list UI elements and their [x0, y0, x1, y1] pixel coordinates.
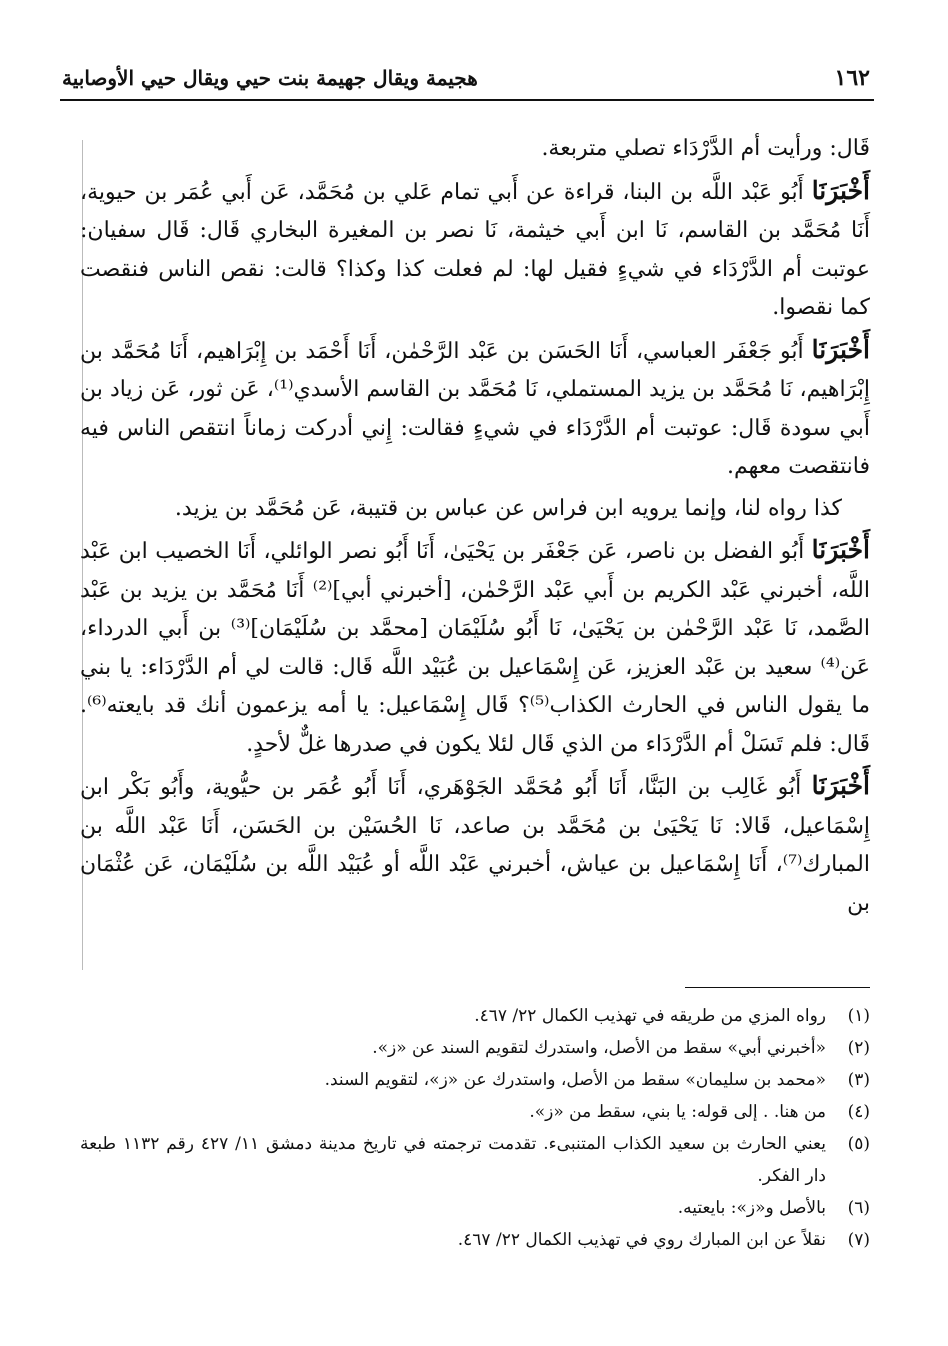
paragraph	[80, 767, 870, 923]
footnote-text: بالأصل و«ز»: بايعتيه.	[677, 1198, 826, 1218]
page-header	[62, 58, 870, 98]
footnote-text: نقلاً عن ابن المبارك روي في تهذيب الكمال ٢٢/ ٤٦٧.	[457, 1230, 826, 1250]
footnote-text: «أخبرني أبي» سقط من الأصل، واستدرك لتقويم السند عن «ز».	[372, 1038, 826, 1058]
footnote-rule	[685, 987, 870, 988]
footnote	[80, 1064, 870, 1096]
paragraph	[80, 172, 870, 328]
paragraph-text: قَال: ورأيت أم الدَّرْدَاء تصلي متربعة.	[541, 136, 870, 161]
footnote-text: يعني الحارث بن سعيد الكذاب المتنبىء. تقدمت ترجمته في تاريخ مدينة دمشق ١١/ ٤٢٧ رقم ١١٣٢ طبعة دار الفكر.	[80, 1134, 826, 1186]
footnotes	[80, 1000, 870, 1256]
page-number: ١٦٢	[834, 65, 870, 91]
paragraph	[80, 490, 870, 529]
paragraph-text: أَبُو الفضل بن ناصر، عَن جَعْفَر بن يَحْيَىٰ، أَنَا أَبُو نصر الوائلي، أَنَا الخصيب ابن عَبْد اللَّه، أخبرني عَبْد الكريم بن أَبي عَبْد الرَّحْمٰن، [أخبرني أبي]⁽²⁾ أَنَا مُحَمَّد بن يزيد بن عَبْد الصَّمد، نَا عَبْد الرَّحْمٰن بن يَحْيَىٰ، نَا أَبُو سُلَيْمَان [محمَّد بن سُلَيْمَان]⁽³⁾ بن أَبي الدرداء، عَن⁽⁴⁾ سعيد بن عَبْد العزيز، عَن إِسْمَاعيل بن عُبَيْد اللَّه قَال: قالت لي أم الدَّرْدَاء: يا بني ما يقول الناس في الحارث الكذاب⁽⁵⁾؟ قَال إِسْمَاعيل: يا أمه يزعمون أنك قد بايعته⁽⁶⁾. قَال: فلم تَسَلْ أم الدَّرْدَاء من الذي قَال لئلا يكون في صدرها غلٌّ لأحدٍ.	[80, 539, 871, 757]
footnote-text: «محمد بن سليمان» سقط من الأصل، واستدرك عن «ز»، لتقويم السند.	[324, 1070, 826, 1090]
footnote-number: (٤)	[847, 1102, 870, 1122]
paragraph-lead-word: أَخْبَرَنَا	[811, 334, 870, 364]
footnote	[80, 1224, 870, 1256]
paragraph-text: كذا رواه لنا، وإنما يرويه ابن فراس عن عباس بن قتيبة، عَن مُحَمَّد بن يزيد.	[174, 495, 842, 521]
header-rule	[60, 99, 874, 101]
paragraph-text: أَبُو عَبْد اللَّه بن البنا، قراءة عن أَبي تمام عَلي بن مُحَمَّد، عَن أَبي عُمَر بن حيوية، أَنَا مُحَمَّد بن القاسم، نَا ابن أَبي خيثمة، نَا نصر بن المغيرة البخاري قَال: قَال سفيان: عوتبت أم الدَّرْدَاء في شيءٍ فقيل لها: لم فعلت كذا وكذا؟ قالت: نقص الناس فنقصت كما نقصوا.	[80, 179, 870, 320]
footnote-number: (٧)	[847, 1230, 870, 1250]
paragraph	[80, 531, 870, 764]
paragraph-text: أَبُو جَعْفَر العباسي، أَنَا الحَسَن بن عَبْد الرَّحْمٰن، أَنَا أَحْمَد بن إِبْرَاهيم، أَنَا مُحَمَّد بن إِبْرَاهيم، نَا مُحَمَّد بن يزيد المستملي، نَا مُحَمَّد بن القاسم الأسدي⁽¹⁾، عَن ثور، عَن زياد بن أَبي سودة قَال: عوتبت أم الدَّرْدَاء في شيءٍ فقالت: إِني أدركت زماناً انتقص الناس فيه فانتقصت معهم.	[80, 338, 870, 479]
paragraph	[80, 130, 870, 169]
footnote-number: (٦)	[847, 1198, 870, 1218]
footnote	[80, 1000, 870, 1032]
footnote	[80, 1192, 870, 1224]
footnote-number: (٥)	[847, 1134, 870, 1154]
footnote-text: من هنا. . إلى قوله: يا بني، سقط من «ز».	[529, 1102, 826, 1122]
footnote	[80, 1032, 870, 1064]
footnote-text: رواه المزي من طريقه في تهذيب الكمال ٢٢/ ٤٦٧.	[474, 1006, 826, 1026]
footnote	[80, 1096, 870, 1128]
footnote	[80, 1128, 870, 1192]
paragraph-lead-word: أَخْبَرَنَا	[811, 535, 870, 564]
main-text	[80, 130, 870, 926]
paragraph	[80, 331, 870, 487]
footnote-number: (٣)	[847, 1070, 870, 1090]
footnote-number: (٢)	[847, 1038, 870, 1058]
paragraph-lead-word: أَخْبَرَنَا	[811, 771, 870, 800]
running-title: هجيمة ويقال جهيمة بنت حيي ويقال حيي الأوصابية	[62, 66, 478, 90]
footnote-number: (١)	[847, 1006, 870, 1026]
paragraph-lead-word: أَخْبَرَنَا	[811, 175, 871, 205]
paragraph-text: أَبُو غَالِب بن البَنَّا، أَنَا أَبُو مُحَمَّد الجَوْهَري، أَنَا أَبُو عُمَر بن حيُّوية، وأَبُو بَكْر ابن إِسْمَاعيل، قَالا: نَا يَحْيَىٰ بن مُحَمَّد بن صاعد، نَا الحُسَيْن بن الحَسَن، أَنَا عَبْد اللَّه بن المبارك⁽⁷⁾، أَنَا إِسْمَاعيل بن عياش، أخبرني عَبْد اللَّه أو عُبَيْد اللَّه بن سُلَيْمَان، عَن عُثْمَان بن	[80, 775, 870, 916]
